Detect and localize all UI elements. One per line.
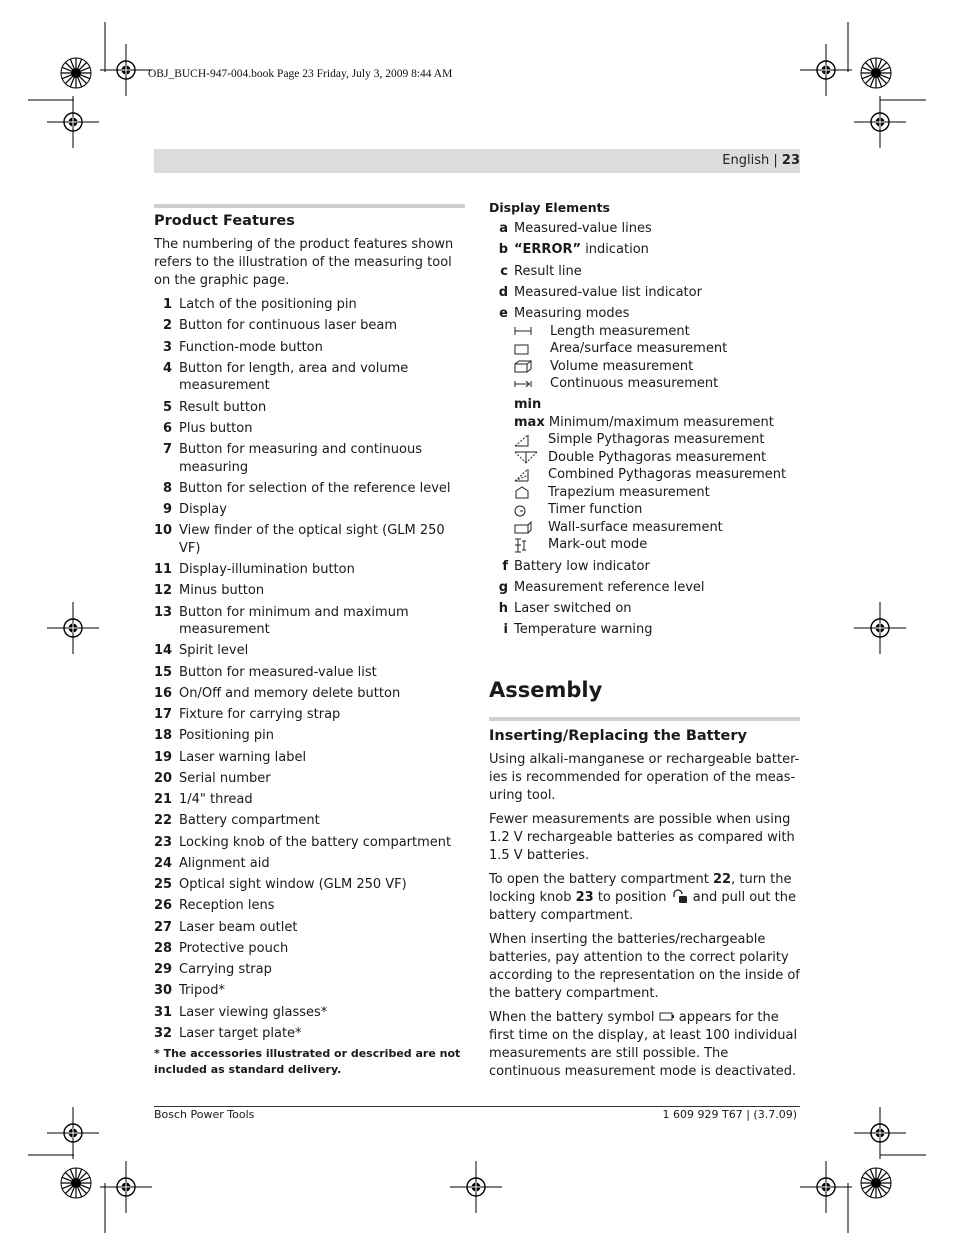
feature-label: Laser target plate* (179, 1025, 302, 1041)
feature-item (154, 561, 465, 579)
mode-item (514, 323, 800, 341)
section-rule (489, 717, 800, 721)
battery-paragraph-5 (489, 1009, 800, 1081)
list-item (489, 305, 800, 323)
mode-item (514, 536, 800, 554)
text-run: To open the battery compartment (489, 871, 713, 887)
trapezium-icon (514, 486, 548, 499)
item-letter: g (498, 579, 508, 595)
feature-item (154, 642, 465, 660)
feature-item (154, 399, 465, 417)
feature-number: 32 (154, 1025, 173, 1041)
feature-label: On/Off and memory delete button (179, 685, 401, 701)
feature-number: 6 (162, 420, 172, 436)
feature-item (154, 855, 465, 873)
feature-label: Function-mode button (179, 339, 323, 355)
feature-number: 1 (162, 297, 172, 312)
mode-label: Simple Pythagoras measurement (548, 432, 765, 448)
mode-label: Wall-surface measurement (548, 519, 723, 535)
right-column (489, 200, 800, 1087)
feature-number: 19 (154, 749, 173, 765)
item-label: Temperature warning (514, 622, 653, 638)
header-band (154, 149, 800, 173)
mode-label: Trapezium measurement (548, 484, 710, 500)
item-label: Measurement reference level (514, 579, 705, 595)
battery-paragraph-3 (489, 871, 800, 925)
footer-brand: Bosch Power Tools (154, 1108, 255, 1121)
mode-label: Continuous measurement (550, 376, 719, 391)
double-pythagoras-icon (514, 451, 548, 464)
battery-subtitle: Inserting/Replacing the Battery (489, 727, 747, 744)
mode-item (514, 340, 800, 358)
item-letter: a (499, 221, 508, 236)
feature-label: Positioning pin (179, 728, 274, 744)
feature-item (154, 685, 465, 703)
text-run: and pull out the battery compartment. (489, 889, 796, 923)
mark-out-icon (514, 538, 548, 553)
feature-number: 8 (162, 480, 172, 496)
item-letter: d (498, 284, 508, 300)
section-rule (154, 204, 465, 208)
feature-label: 1/4" thread (179, 792, 253, 807)
page-header (722, 153, 800, 168)
feature-label: Display (179, 502, 227, 517)
feature-number: 29 (154, 962, 173, 977)
list-item (489, 241, 800, 259)
feature-number: 9 (162, 502, 172, 517)
item-letter: f (502, 558, 508, 574)
mode-item (514, 449, 800, 467)
feature-number: 25 (154, 877, 173, 892)
list-item (489, 579, 800, 597)
feature-item (154, 501, 465, 519)
feature-number: 27 (154, 919, 173, 935)
feature-number: 18 (154, 728, 173, 744)
error-suffix: indication (581, 242, 649, 258)
feature-number: 28 (154, 940, 173, 956)
feature-item (154, 834, 465, 852)
item-letter: e (499, 306, 508, 321)
display-elements-title: Display Elements (489, 200, 611, 215)
volume-icon (514, 360, 550, 373)
feature-item (154, 604, 465, 639)
mode-label: Double Pythagoras measurement (548, 449, 767, 465)
display-elements-list-2 (489, 558, 800, 639)
list-item (489, 600, 800, 618)
feature-label: Laser viewing glasses* (179, 1004, 328, 1020)
wall-surface-icon (514, 521, 548, 534)
footer-rule (154, 1106, 800, 1107)
feature-item (154, 749, 465, 767)
list-item (489, 621, 800, 639)
text-run: to position (593, 889, 671, 905)
feature-item (154, 296, 465, 314)
display-elements-list (489, 220, 800, 323)
feature-item (154, 791, 465, 809)
area-icon (514, 343, 550, 355)
feature-item (154, 480, 465, 498)
mode-label: Area/surface measurement (550, 341, 728, 356)
unlock-icon (671, 890, 689, 905)
feature-label: Minus button (179, 583, 265, 599)
mode-label: Combined Pythagoras measurement (548, 467, 787, 483)
mode-item (514, 484, 800, 502)
feature-label: Plus button (179, 420, 253, 436)
feature-number: 7 (162, 442, 172, 457)
item-label: Measured-value lines (514, 221, 652, 236)
mode-item (514, 519, 800, 537)
minmax-item (514, 396, 800, 431)
battery-paragraph-2: Fewer measurements are possible when using 1.2 V rechargeable batteries as compared with 1.5 V batteries. (489, 811, 795, 863)
feature-number: 23 (154, 834, 173, 850)
min-label: min (514, 397, 542, 413)
item-label: Measured-value list indicator (514, 284, 702, 300)
feature-label: Carrying strap (179, 962, 272, 977)
feature-number: 5 (162, 399, 172, 415)
mode-label: Mark-out mode (548, 537, 648, 553)
feature-number: 15 (154, 664, 173, 680)
feature-number: 24 (154, 855, 173, 871)
feature-label: Locking knob of the battery compartment (179, 834, 452, 850)
ref-23: 23 (575, 889, 594, 905)
feature-item (154, 522, 465, 557)
feature-item (154, 317, 465, 335)
feature-label: Protective pouch (179, 940, 289, 956)
feature-number: 26 (154, 898, 173, 914)
list-item (489, 220, 800, 238)
feature-label: Button for measuring and continuous measuring (179, 442, 422, 475)
feature-item (154, 919, 465, 937)
list-item (489, 263, 800, 281)
feature-label: Laser warning label (179, 749, 307, 765)
product-features-section (154, 204, 465, 1078)
text-run: When the battery symbol (489, 1009, 659, 1025)
feature-item (154, 420, 465, 438)
mode-item (514, 431, 800, 449)
feature-label: Button for measured-value list (179, 664, 377, 680)
mode-label: Length measurement (550, 323, 690, 339)
battery-paragraph-1: Using alkali-manganese or rechargeable batter-ies is recommended for operation of the meas-uring tool. (489, 751, 800, 803)
text-run: appears for the first time on the display, at least 100 individual measurements are still possible. The continuous measurement mode is deactivated. (489, 1009, 798, 1079)
feature-item (154, 727, 465, 745)
mode-item (514, 358, 800, 376)
feature-item (154, 706, 465, 724)
page-number: 23 (781, 153, 800, 168)
minmax-label: Minimum/maximum measurement (548, 414, 774, 430)
feature-label: Button for continuous laser beam (179, 318, 398, 334)
item-label: Measuring modes (514, 306, 630, 321)
feature-number: 4 (162, 360, 172, 376)
accessories-footnote: * The accessories illustrated or described are not included as standard delivery. (154, 1047, 461, 1076)
feature-number: 3 (162, 339, 172, 355)
feature-label: Button for length, area and volume measurement (179, 360, 409, 394)
print-info: OBJ_BUCH-947-004.book Page 23 Friday, July 3, 2009 8:44 AM (148, 68, 453, 80)
combined-pythagoras-icon (514, 468, 548, 482)
feature-label: Battery compartment (179, 813, 320, 829)
max-label: max (514, 414, 545, 430)
item-letter: b (498, 242, 508, 258)
feature-number: 14 (154, 643, 173, 659)
feature-item (154, 441, 465, 476)
feature-item (154, 582, 465, 600)
header-language: English (722, 153, 770, 168)
ref-22: 22 (713, 871, 732, 887)
continuous-icon (514, 379, 550, 389)
feature-item (154, 940, 465, 958)
feature-item (154, 664, 465, 682)
feature-number: 17 (154, 707, 173, 722)
feature-item (154, 1004, 465, 1022)
feature-item (154, 360, 465, 395)
section-title: Product Features (154, 213, 295, 229)
feature-label: Display-illumination button (179, 562, 355, 577)
text-run: , turn the locking knob (489, 871, 792, 905)
battery-symbol-icon (659, 1010, 675, 1025)
mode-item (514, 375, 800, 393)
item-label: Laser switched on (514, 601, 632, 616)
feature-item (154, 897, 465, 915)
feature-item (154, 982, 465, 1000)
feature-label: Alignment aid (179, 855, 270, 871)
feature-label: View finder of the optical sight (GLM 250 VF) (179, 523, 445, 556)
feature-number: 22 (154, 813, 173, 829)
footer-doc-number: 1 609 929 T67 | (3.7.09) (662, 1108, 797, 1121)
item-letter: c (500, 263, 508, 279)
item-label: Result line (514, 263, 582, 279)
list-item (489, 284, 800, 302)
list-item (489, 558, 800, 576)
mode-label: Timer function (548, 502, 643, 518)
feature-item (154, 876, 465, 894)
feature-label: Fixture for carrying strap (179, 707, 341, 722)
features-list (154, 296, 465, 1042)
feature-number: 31 (154, 1004, 173, 1020)
timer-icon (514, 504, 548, 517)
feature-number: 21 (154, 792, 173, 807)
feature-label: Reception lens (179, 898, 275, 914)
feature-label: Tripod* (179, 983, 225, 999)
item-letter: i (503, 622, 508, 638)
feature-item (154, 812, 465, 830)
item-letter: h (498, 601, 508, 616)
feature-item (154, 339, 465, 357)
simple-pythagoras-icon (514, 434, 548, 447)
feature-label: Optical sight window (GLM 250 VF) (179, 877, 407, 892)
battery-paragraph-4: When inserting the batteries/rechargeable batteries, pay attention to the correct polarity according to the representation on the inside of the battery compartment. (489, 931, 800, 1001)
feature-label: Laser beam outlet (179, 919, 298, 935)
feature-item (154, 961, 465, 979)
error-text: “ERROR” (514, 242, 582, 258)
feature-label: Spirit level (179, 643, 249, 659)
mode-item (514, 501, 800, 519)
feature-label: Latch of the positioning pin (179, 297, 357, 312)
item-label: Battery low indicator (514, 558, 650, 574)
feature-item (154, 770, 465, 788)
measuring-modes-list (514, 323, 800, 393)
feature-number: 10 (154, 523, 173, 539)
feature-number: 30 (154, 983, 173, 999)
assembly-title: Assembly (489, 677, 603, 702)
feature-number: 16 (154, 685, 173, 701)
feature-number: 11 (154, 562, 173, 577)
length-icon (514, 326, 550, 336)
feature-number: 20 (154, 770, 173, 786)
feature-number: 13 (154, 604, 173, 620)
feature-label: Result button (179, 399, 267, 415)
header-separator: | (773, 153, 778, 168)
measuring-modes-list-2 (514, 431, 800, 554)
item-label (514, 241, 649, 259)
mode-label: Volume measurement (550, 358, 694, 374)
feature-label: Serial number (179, 770, 271, 786)
mode-item (514, 466, 800, 484)
intro-paragraph: The numbering of the product features shown refers to the illustration of the measuring tool on the graphic page. (154, 237, 454, 288)
feature-label: Button for selection of the reference level (179, 480, 451, 496)
feature-number: 12 (154, 583, 173, 599)
feature-item (154, 1025, 465, 1043)
feature-label: Button for minimum and maximum measurement (179, 604, 409, 637)
feature-number: 2 (162, 318, 172, 334)
